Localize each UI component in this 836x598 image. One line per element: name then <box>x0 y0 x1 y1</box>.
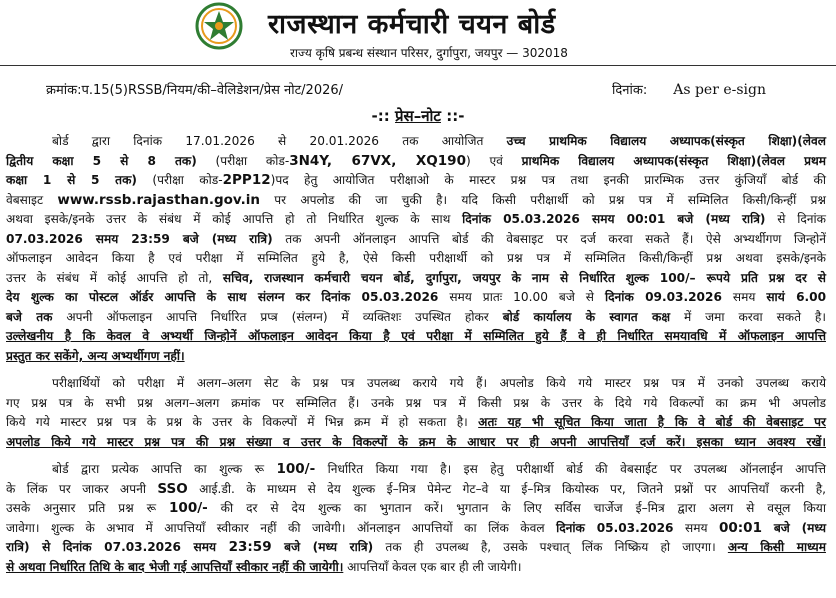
paragraph-2-line: किये गये मास्टर प्रश्न पत्र के प्रश्न के उत्तर के विकल्पों में भिन्न क्रम में हो सकता है। अतः यह भी सूचित किया जाता है कि वे बोर्ड की वेबसाइट पर <box>6 415 826 429</box>
date-value: As per e-sign <box>673 82 767 98</box>
heading-title: प्रेस–नोट <box>395 107 441 125</box>
paragraph-1-line: कक्षा 1 से 5 तक) (परीक्षा कोड-2PP12)पद हेतु आयोजित परीक्षाओ के मास्टर प्रश्न पत्र तथा इनकी प्रारम्भिक उत्तर कुंजियाँ बोर्ड की <box>6 172 826 188</box>
paragraph-1-line: उत्तर के संबंध में कोई आपत्ति हो तो, सचिव, राजस्थान कर्मचारी चयन बोर्ड, दुर्गापुरा, जयपुर के नाम से निर्धारित शुल्क 100/– रूपये प्रति प्रश्न दर से <box>6 270 826 285</box>
paragraph-1-line: बोर्ड द्वारा दिनांक 17.01.2026 से 20.01.2026 तक आयोजित उच्च प्राथमिक विद्यालय अध्यापक(संस्कृत शिक्षा)(लेवल <box>52 134 826 148</box>
paragraph-3-line: जावेगा। शुल्क के अभाव में आपत्तियाँ स्वीकार नहीं की जावेगी। ऑनलाइन आपत्तियों का लिंक केवल दिनांक 05.03.2026 समय 00:01 बजे (मध्य <box>6 519 827 536</box>
paragraph-2-line: गए प्रश्न पत्र के सभी प्रश्न अलग–अलग क्रमांक पर सम्मिलित हैं। उनके प्रश्न पत्र में किसी प्रश्न के उत्तर के दिये गये विकल्पों का क्रम भी अपलोड <box>6 395 826 410</box>
paragraph-1-line: 07.03.2026 समय 23:59 बजे (मध्य रात्रि) तक अपनी ऑनलाइन आपत्ति बोर्ड की वेबसाइट पर दर्ज करवा सकते हैं। ऐसे अभ्यर्थीगण जिन्होनें <box>6 231 827 246</box>
header-divider <box>0 65 836 66</box>
paragraph-1-line: वेबसाइट www.rssb.rajasthan.gov.in पर अपलोड की जा चुकी है। यदि किसी परीक्षार्थी को प्रश्न पत्र में सम्मिलित किसी/किन्हीं प्रश्न <box>6 191 826 208</box>
paragraph-3-line: उसके अनुसार प्रति प्रश्न रू 100/- की दर से देय शुल्क का भुगतान करें। भुगतान के लिए सर्विस चार्जेज ई–मित्र द्वारा अलग से वसूल किया <box>6 500 826 516</box>
paragraph-1-line: द्वितीय कक्षा 5 से 8 तक) (परीक्षा कोड-3N4Y, 67VX, XQ190) एवं प्राथमिक विद्यालय अध्यापक(संस्कृत शिक्षा)(लेवल प्रथम <box>6 152 826 169</box>
website-link[interactable]: www.rssb.rajasthan.gov.in <box>57 191 261 208</box>
paragraph-2-line: अपलोड किये गये मास्टर प्रश्न पत्र की प्रश्न संख्या व उत्तर के विकल्पों के क्रम के आधार पर ही अपनी आपत्तियाँ दर्ज करें। इसका ध्यान अवश्य रखें। <box>6 434 826 449</box>
heading-left-mark: -:: <box>371 107 390 125</box>
paragraph-2-line: परीक्षार्थियों को परीक्षा में अलग–अलग सेट के प्रश्न पत्र उपलब्ध कराये गये हैं। अपलोड किये गये मास्टर प्रश्न पत्र में उनको उपलब्ध कराये <box>52 376 826 390</box>
notice-body <box>6 132 826 577</box>
paragraph-3-line: से अथवा निर्धारित तिथि के बाद भेजी गई आपत्तियाँ स्वीकार नहीं की जायेगी। आपत्तियाँ केवल एक बार ही ली जायेगी। <box>6 559 522 574</box>
heading-right-mark: ::- <box>446 107 465 125</box>
date-block <box>612 80 766 98</box>
rssb-emblem-icon <box>195 2 243 50</box>
paragraph-1-line: बजे तक अपनी ऑफलाइन आपत्ति निर्धारित प्रप्त्र (संलग्न) में व्यक्तिशः उपस्थित होकर बोर्ड कार्यालय के स्वागत कक्ष में जमा करवा सकते है। <box>6 309 826 324</box>
paragraph-1-line: अथवा इसके/इनके उत्तर के संबंध में कोई आपत्ति हो तो निर्धारित शुल्क के साथ दिनांक 05.03.2026 समय 00:01 बजे (मध्य रात्रि) से दिनांक <box>6 212 826 226</box>
paragraph-3-line: के लिंक पर जाकर अपनी SSO आई.डी. के माध्यम से देय शुल्क ई–मित्र पेमेन्ट गेट–वे या ई–मित्र कियोस्क पर, जितने प्रश्नों पर आपत्तियाँ करनी है, <box>6 480 826 497</box>
date-label: दिनांक: <box>612 83 648 98</box>
paragraph-3-line: बोर्ड द्वारा प्रत्येक आपत्ति का शुल्क रू 100/- निर्धारित किया गया है। इस हेतु परीक्षार्थी बोर्ड की वेबसाईट पर उपलब्ध ऑनलाईन आपत्ति <box>52 461 826 477</box>
press-note-heading <box>0 106 836 126</box>
paragraph-1-line: प्रस्तुत कर सकेंगे, अन्य अभ्यर्थीगण नहीं। <box>6 348 185 363</box>
organization-title: राजस्थान कर्मचारी चयन बोर्ड <box>268 9 556 40</box>
paragraph-1-line: उल्लेखनीय है कि केवल वे अभ्यर्थी जिन्होनें ऑफलाइन आवेदन किया है एवं परीक्षा में सम्मिलित हुये हैं वे ही निर्धारित समयावधि में ऑफलाइन आपत्ति <box>6 329 826 343</box>
paragraph-1-line: ऑफलाइन आवेदन किया है एवं परीक्षा में सम्मिलित हुये है, ऐसे किसी परीक्षार्थी को प्रश्न पत्र में सम्मिलित किसी/किन्हीं प्रश्न अथवा इसके/इनके <box>6 251 826 265</box>
reference-number: क्रमांक:प.15(5)RSSB/नियम/की–वेलिडेशन/प्रेस नोट/2026/ <box>46 83 344 98</box>
organization-address: राज्य कृषि प्रबन्ध संस्थान परिसर, दुर्गापुरा, जयपुर — 302018 <box>290 46 568 60</box>
paragraph-1-line: देय शुल्क का पोस्टल ऑर्डर आपत्ति के साथ संलग्न कर दिनांक 05.03.2026 समय प्रातः 10.00 बजे से दिनांक 09.03.2026 समय सायं 6.00 <box>6 290 827 304</box>
paragraph-3-line: रात्रि) से दिनांक 07.03.2026 समय 23:59 बजे (मध्य रात्रि) तक ही उपलब्ध है, उसके पश्चात् लिंक निष्क्रिय हो जाएगा। अन्य किसी माध्यम <box>6 539 826 555</box>
